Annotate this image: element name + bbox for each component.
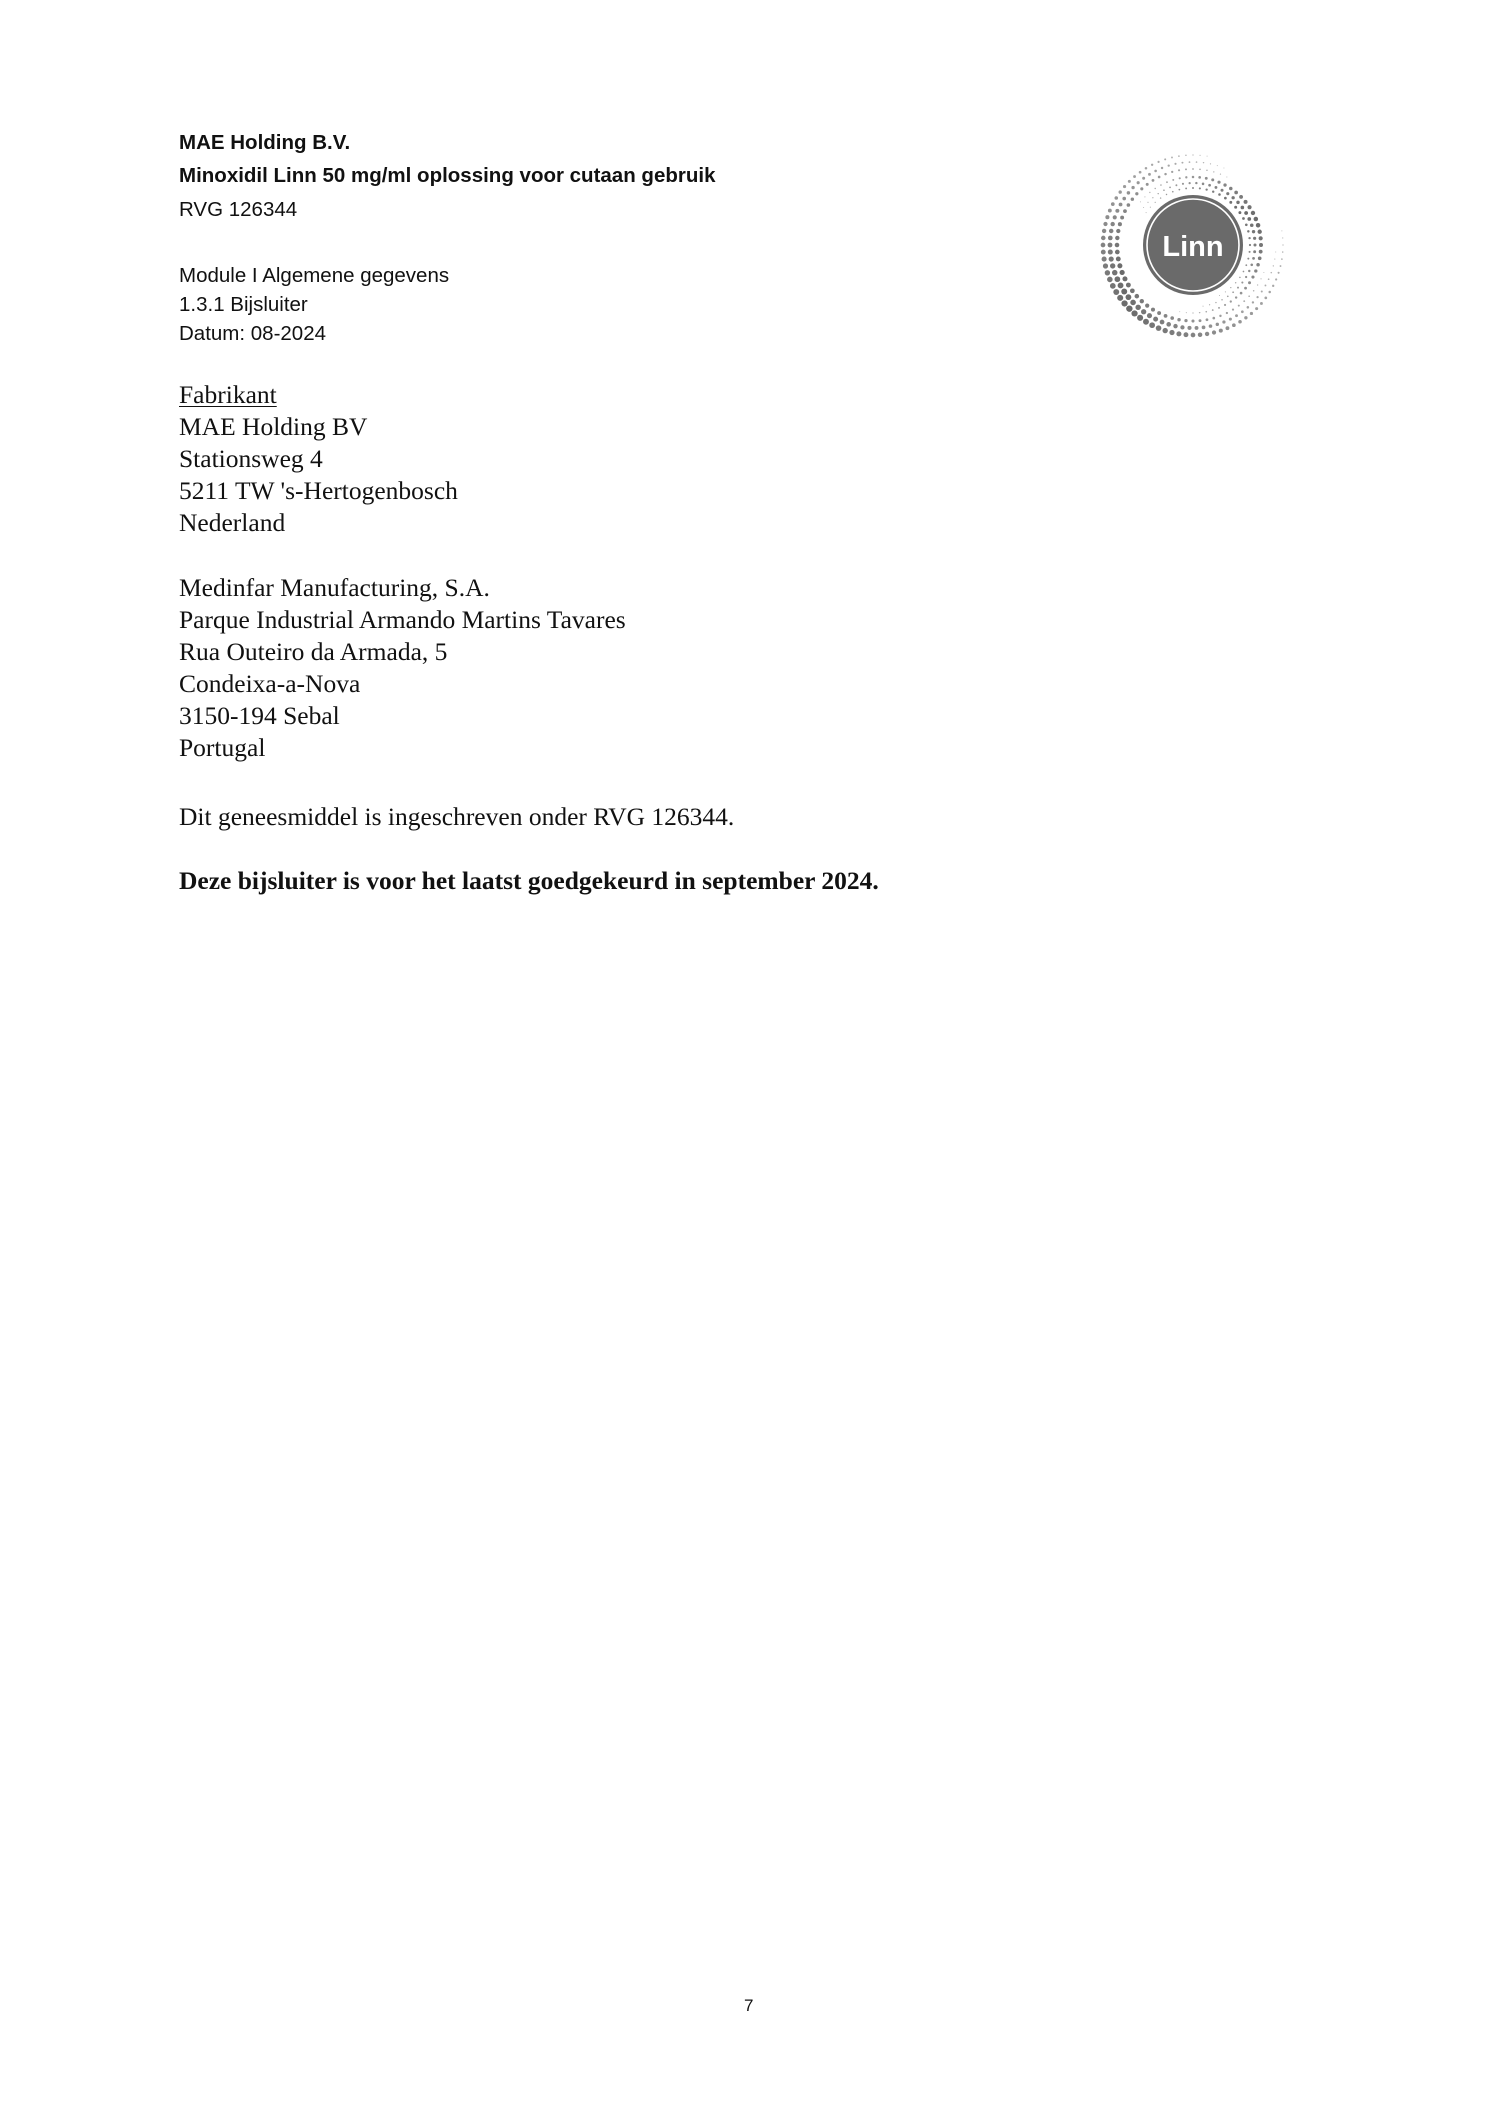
address1-line: Nederland [179,508,286,537]
approval-text: Deze bijsluiter is voor het laatst goedgekeurd in september 2024. [179,866,879,895]
section-label: 1.3.1 Bijsluiter [179,293,308,316]
address1-line: MAE Holding BV [179,412,368,441]
address2-line: Parque Industrial Armando Martins Tavares [179,605,626,634]
company-name: MAE Holding B.V. [179,131,351,154]
registration-text: Dit geneesmiddel is ingeschreven onder RVG 126344. [179,802,735,831]
linn-logo-icon [1098,150,1288,340]
date-label: Datum: 08-2024 [179,322,327,345]
address2-line: 3150-194 Sebal [179,701,340,730]
address2-line: Rua Outeiro da Armada, 5 [179,637,448,666]
page-number: 7 [744,1996,754,2015]
logo-text: Linn [1162,231,1224,263]
product-title: Minoxidil Linn 50 mg/ml oplossing voor cutaan gebruik [179,164,716,187]
address2-line: Condeixa-a-Nova [179,669,361,698]
address1-line: 5211 TW 's-Hertogenbosch [179,476,458,505]
module-label: Module I Algemene gegevens [179,264,450,287]
address2-line: Medinfar Manufacturing, S.A. [179,573,490,602]
rvg-number: RVG 126344 [179,198,298,221]
address1-line: Stationsweg 4 [179,444,323,473]
manufacturer-heading: Fabrikant [179,380,277,409]
address2-line: Portugal [179,733,266,762]
